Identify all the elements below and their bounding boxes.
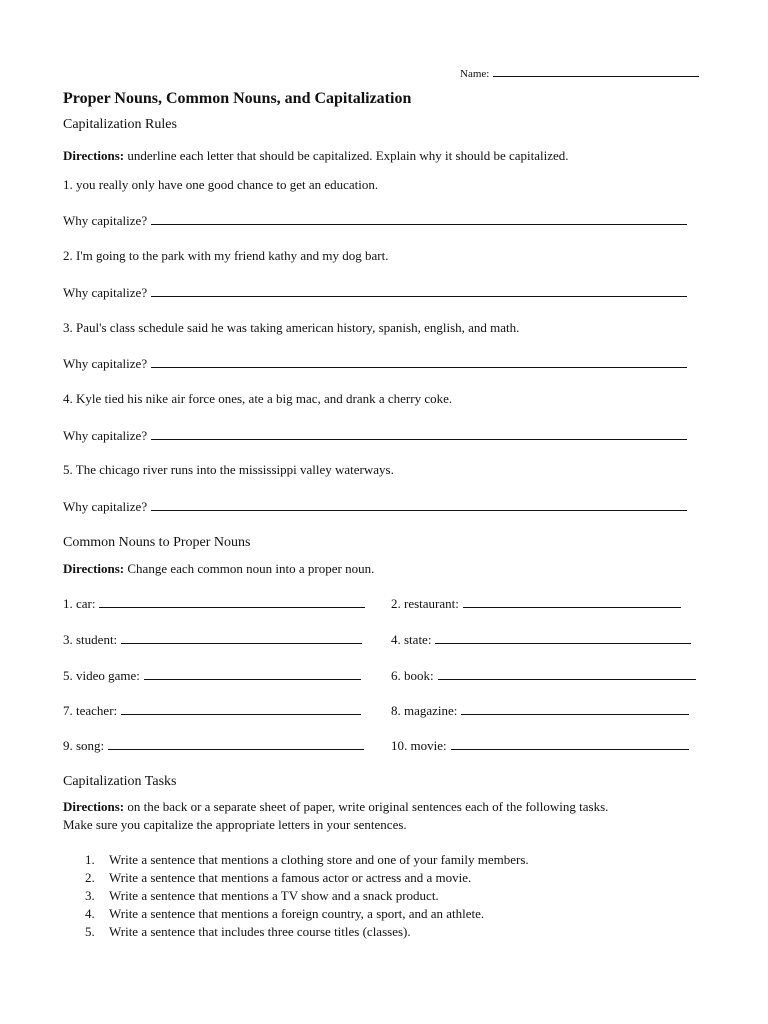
task-text: Write a sentence that mentions a clothing store and one of your family members. — [109, 852, 529, 867]
task-number: 2. — [85, 870, 95, 885]
noun-field[interactable] — [63, 631, 362, 648]
task-item — [85, 905, 529, 923]
answer-blank[interactable] — [451, 737, 689, 750]
task-number: 3. — [85, 888, 95, 903]
noun-field[interactable] — [391, 595, 681, 612]
sentence-item: 2. I'm going to the park with my friend kathy and my dog bart. — [63, 248, 389, 263]
directions-common-to-proper — [63, 561, 374, 577]
directions-text: Change each common noun into a proper noun. — [124, 561, 375, 576]
section-heading-common-to-proper: Common Nouns to Proper Nouns — [63, 535, 251, 550]
noun-field[interactable] — [63, 595, 365, 612]
why-label: Why capitalize? — [63, 428, 148, 443]
task-text: Write a sentence that mentions a famous actor or actress and a movie. — [109, 870, 472, 885]
noun-label: 5. video game: — [63, 668, 140, 683]
why-capitalize-field[interactable] — [63, 284, 687, 301]
why-label: Why capitalize? — [63, 356, 148, 371]
noun-field[interactable] — [391, 702, 689, 719]
task-text: Write a sentence that includes three course titles (classes). — [109, 924, 411, 939]
answer-blank[interactable] — [461, 702, 689, 715]
answer-blank[interactable] — [144, 667, 361, 680]
noun-field[interactable] — [391, 631, 691, 648]
directions-label: Directions: — [63, 799, 125, 814]
section-heading-capitalization-tasks: Capitalization Tasks — [63, 774, 177, 789]
noun-label: 9. song: — [63, 738, 105, 753]
why-label: Why capitalize? — [63, 213, 148, 228]
name-blank[interactable] — [493, 64, 699, 77]
sentence-item: 4. Kyle tied his nike air force ones, ate a big mac, and drank a cherry coke. — [63, 391, 453, 406]
directions-text-line2: Make sure you capitalize the appropriate letters in your sentences. — [63, 817, 407, 832]
answer-blank[interactable] — [121, 631, 362, 644]
answer-blank[interactable] — [151, 284, 687, 297]
task-item — [85, 851, 529, 869]
section-heading-capitalization-rules: Capitalization Rules — [63, 117, 177, 132]
name-label: Name: — [460, 68, 490, 80]
answer-blank[interactable] — [99, 595, 365, 608]
directions-capitalization-rules — [63, 148, 569, 164]
why-capitalize-field[interactable] — [63, 212, 687, 229]
why-capitalize-field[interactable] — [63, 427, 687, 444]
page-title: Proper Nouns, Common Nouns, and Capitalization — [63, 90, 412, 107]
task-number: 5. — [85, 924, 95, 939]
noun-field[interactable] — [63, 737, 364, 754]
answer-blank[interactable] — [151, 427, 687, 440]
why-capitalize-field[interactable] — [63, 355, 687, 372]
directions-label: Directions: — [63, 148, 125, 163]
task-item — [85, 923, 529, 941]
noun-field[interactable] — [391, 737, 689, 754]
task-text: Write a sentence that mentions a TV show and a snack product. — [109, 888, 439, 903]
noun-label: 3. student: — [63, 632, 118, 647]
noun-label: 7. teacher: — [63, 703, 118, 718]
task-number: 4. — [85, 906, 95, 921]
answer-blank[interactable] — [151, 355, 687, 368]
sentence-item: 3. Paul's class schedule said he was taking american history, spanish, english, and math. — [63, 320, 520, 335]
answer-blank[interactable] — [463, 595, 681, 608]
sentence-item: 1. you really only have one good chance to get an education. — [63, 177, 379, 192]
noun-field[interactable] — [391, 667, 696, 684]
directions-text: underline each letter that should be capitalized. Explain why it should be capitalized. — [124, 148, 569, 163]
answer-blank[interactable] — [121, 702, 361, 715]
task-text: Write a sentence that mentions a foreign country, a sport, and an athlete. — [109, 906, 485, 921]
noun-label: 8. magazine: — [391, 703, 458, 718]
noun-label: 10. movie: — [391, 738, 447, 753]
answer-blank[interactable] — [438, 667, 696, 680]
task-item — [85, 869, 529, 887]
directions-capitalization-tasks — [63, 799, 608, 815]
noun-label: 4. state: — [391, 632, 432, 647]
noun-field[interactable] — [63, 667, 361, 684]
answer-blank[interactable] — [435, 631, 691, 644]
task-number: 1. — [85, 852, 95, 867]
task-item — [85, 887, 529, 905]
sentence-item: 5. The chicago river runs into the mississippi valley waterways. — [63, 462, 394, 477]
answer-blank[interactable] — [108, 737, 364, 750]
noun-label: 1. car: — [63, 596, 96, 611]
task-list — [85, 851, 529, 941]
noun-field[interactable] — [63, 702, 361, 719]
noun-label: 6. book: — [391, 668, 434, 683]
noun-label: 2. restaurant: — [391, 596, 459, 611]
answer-blank[interactable] — [151, 498, 687, 511]
directions-text: on the back or a separate sheet of paper, write original sentences each of the following tasks. — [124, 799, 609, 814]
why-label: Why capitalize? — [63, 285, 148, 300]
directions-label: Directions: — [63, 561, 125, 576]
name-field[interactable] — [460, 64, 699, 80]
why-label: Why capitalize? — [63, 499, 148, 514]
why-capitalize-field[interactable] — [63, 498, 687, 515]
answer-blank[interactable] — [151, 212, 687, 225]
